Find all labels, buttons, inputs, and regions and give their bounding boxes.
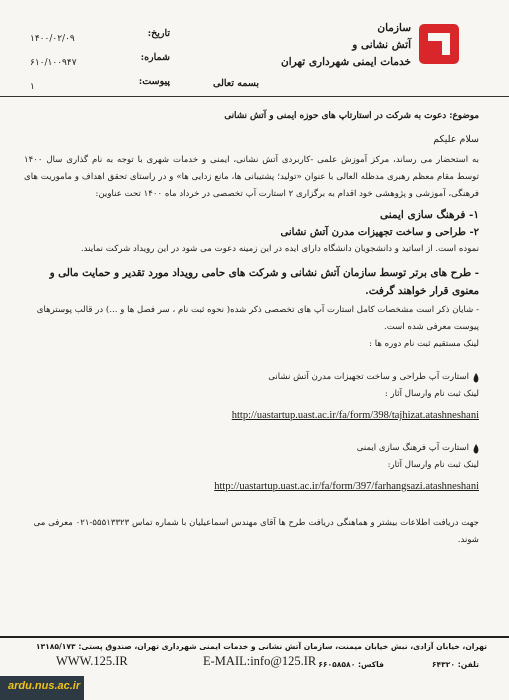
attachment-value: ۱ [30, 82, 35, 92]
startup-1-reg-label: لینک ثبت نام وارسال آثار : [384, 389, 479, 399]
footer-contacts [48, 654, 479, 670]
startup-2-title: استارت آپ فرهنگ سازی ایمنی [356, 443, 469, 453]
letter-body [24, 108, 479, 549]
footer-address: تهران، خیابان آزادی، نبش خیابان میمنت، سازمان آتش نشانی و خدمات ایمنی شهرداری تهران، صندوق پستی: ۱۳۱۸۵/۱۷۳ [35, 642, 487, 651]
subject-line: موضوع: دعوت به شرکت در استارتاپ های حوزه ایمنی و آتش نشانی [224, 111, 479, 121]
footer-email[interactable]: E-MAIL:info@125.IR [203, 654, 317, 668]
number-label: شماره: [140, 52, 170, 63]
org-line-3: خدمات ایمنی شهرداری تهران [280, 56, 411, 68]
startup-2-reg-label: لینک ثبت نام وارسال آثار: [387, 460, 479, 470]
startup-1-title-row [24, 369, 479, 386]
attachment-label: پیوست: [138, 76, 170, 87]
startup-1 [24, 369, 479, 424]
footer-fax: فاکس: ۶۶۰۵۸۵۸۰ [318, 660, 384, 669]
startup-2-link[interactable]: http://uastartup.uast.ac.ir/fa/form/397/farhangsazi.atashneshani [214, 481, 479, 492]
note-text: - شایان ذکر است مشخصات کامل استارت آپ های تخصصی ذکر شده( نحوه ثبت نام ، سر فصل ها و ...) در قالب پوسترهای پیوست معرفی شده است. [36, 305, 479, 332]
greeting: سلام علیکم [433, 134, 479, 145]
flame-bullet-icon [473, 444, 479, 454]
startup-2 [24, 440, 479, 495]
watermark-text: ardu.nus.ac.ir [8, 680, 81, 692]
number-row [30, 52, 170, 76]
footer-divider [0, 636, 509, 638]
date-row [30, 28, 170, 52]
startup-1-link[interactable]: http://uastartup.uast.ac.ir/fa/form/398/tajhizat.atashneshani [231, 410, 479, 421]
header-divider [0, 96, 509, 97]
invitation-text: نموده است. از اساتید و دانشجویان دانشگاه دارای ایده در این زمینه دعوت می شود در این رویداد شرکت نمایند. [80, 244, 479, 254]
startup-2-title-row [24, 440, 479, 457]
links-intro: لینک مستقیم ثبت نام دوره ها : [369, 339, 479, 349]
organization-name [261, 20, 411, 71]
date-label: تاریخ: [147, 28, 170, 39]
flame-bullet-icon [473, 373, 479, 383]
footer-website[interactable]: WWW.125.IR [56, 654, 128, 668]
watermark-badge [0, 676, 84, 700]
number-value: ۶۱۰/۱۰۰۹۴۷ [30, 58, 77, 68]
fire-department-logo-icon [419, 24, 459, 64]
besm-heading: بسمه تعالی [213, 78, 259, 89]
topic-item-1: ۱- فرهنگ سازی ایمنی [380, 209, 479, 221]
intro-paragraph: به استحضار می رساند، مرکز آموزش علمی -کاربردی آتش نشانی، ایمنی و خدمات شهری با توجه به نام گذاری سال ۱۴۰۰ توسط مقام معظم رهبری مدظله العالی با عنوان «تولید؛ پشتیبانی ها، مانع زدایی ها» و در راستای تحقق اهداف و ماموریت های فرهنگی، آموزشی و پژوهشی خود اقدام به برگزاری ۲ استارت آپ تخصصی در خرداد ماه ۱۴۰۰ تحت عناوین: [24, 155, 479, 199]
contact-text: جهت دریافت اطلاعات بیشتر و هماهنگی دریافت طرح ها آقای مهندس اسماعیلیان با شماره تماس ۵۵۵۱۳۳۲۳-۰۲۱ معرفی می شوند. [33, 518, 479, 545]
topic-item-2: ۲- طراحی و ساخت تجهیزات مدرن آتش نشانی [280, 227, 479, 238]
startup-1-title: استارت آپ طراحی و ساخت تجهیزات مدرن آتش نشانی [268, 372, 469, 382]
letter-meta [30, 28, 170, 100]
date-value: ۱۴۰۰/۰۲/۰۹ [30, 34, 75, 44]
org-line-2: آتش نشانی و [352, 39, 411, 51]
footer-phone: تلفن: ۶۴۳۲۰ [431, 660, 479, 669]
org-line-1: سازمان [377, 22, 411, 34]
highlight-text: - طرح های برتر توسط سازمان آتش نشانی و شرکت های حامی رویداد مورد تقدیر و حمایت مالی و معنوی قرار خواهند گرفت. [49, 267, 479, 297]
